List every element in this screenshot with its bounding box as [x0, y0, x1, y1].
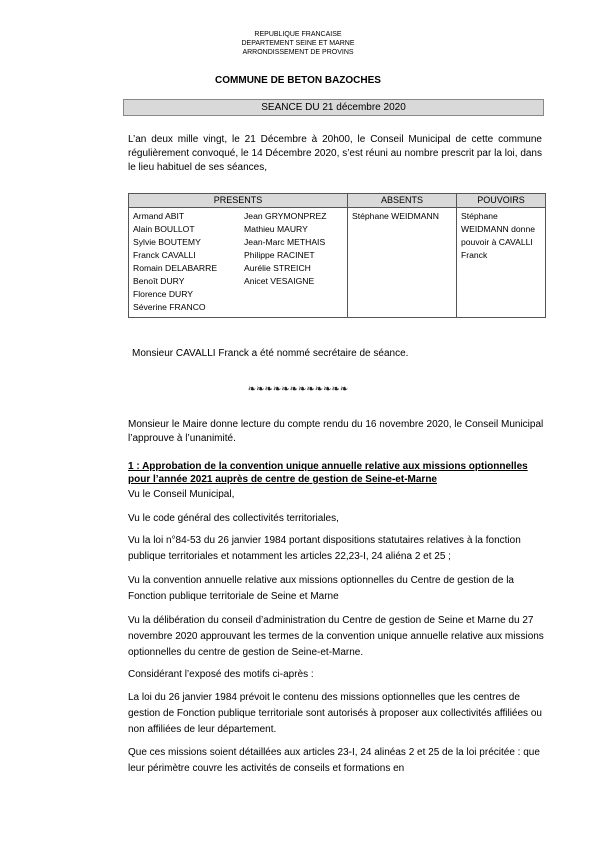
present-member: Anicet VESAIGNE	[244, 276, 315, 286]
seance-banner: SEANCE DU 21 décembre 2020	[123, 99, 544, 116]
vu-code: Vu le code général des collectivités territoriales,	[128, 513, 339, 524]
presents-header: PRESENTS	[129, 194, 348, 208]
considerant: Considérant l’exposé des motifs ci-après :	[128, 669, 314, 680]
pouvoirs-cell: Stéphane WEIDMANN donne pouvoir à CAVALLI Franck	[457, 208, 546, 318]
present-member: Franck CAVALLI	[133, 250, 196, 260]
commune-title: COMMUNE DE BETON BAZOCHES	[215, 75, 381, 86]
present-member: Florence DURY	[133, 289, 194, 299]
intro-paragraph: L’an deux mille vingt, le 21 Décembre à 20h00, le Conseil Municipal de cette commune régulièrement convoqué, le 14 Décembre 2020, s’est réuni au nombre prescrit par la loi, dans le lieu habituel de ses séances,	[128, 134, 542, 173]
present-member: Mathieu MAURY	[244, 224, 308, 234]
header-republique: REPUBLIQUE FRANCAISE	[254, 31, 342, 38]
presents-column-2	[240, 208, 348, 318]
section-1-title: 1 : Approbation de la convention unique annuelle relative aux missions optionnelles pour l’année 2021 auprès de centre de gestion de Seine-et-Marne	[128, 461, 528, 485]
present-member: Armand ABIT	[133, 211, 185, 221]
missions-paragraph: Que ces missions soient détaillées aux articles 23-I, 24 alinéas 2 et 25 de la loi précitée : que leur périmètre couvre les activités de conseils et formations en	[128, 747, 540, 774]
presents-column-1	[129, 208, 241, 318]
present-member: Romain DELABARRE	[133, 263, 218, 273]
absents-header: ABSENTS	[348, 194, 457, 208]
present-member: Aurélie STREICH	[244, 263, 311, 273]
minutes-approval: Monsieur le Maire donne lecture du compte rendu du 16 novembre 2020, le Conseil Municipal l’approuve à l’unanimité.	[128, 419, 544, 444]
pouvoirs-header: POUVOIRS	[457, 194, 546, 208]
present-member: Alain BOULLOT	[133, 224, 195, 234]
present-member: Jean GRYMONPREZ	[244, 211, 327, 221]
present-member: Jean-Marc METHAIS	[244, 237, 326, 247]
attendance-table	[128, 193, 546, 318]
present-member: Séverine FRANCO	[133, 302, 206, 312]
present-member: Benoît DURY	[133, 276, 185, 286]
vu-convention: Vu la convention annuelle relative aux missions optionnelles du Centre de gestion de la Fonction publique territoriale de Seine et Marne	[128, 575, 514, 602]
secretary-statement: Monsieur CAVALLI Franck a été nommé secrétaire de séance.	[132, 348, 409, 359]
present-member: Philippe RACINET	[244, 250, 315, 260]
ornament-divider: ❧❧❧❧❧❧❧❧❧❧❧❧	[247, 384, 349, 395]
absents-cell: Stéphane WEIDMANN	[348, 208, 457, 318]
vu-conseil: Vu le Conseil Municipal,	[128, 489, 235, 500]
loi-1984-paragraph: La loi du 26 janvier 1984 prévoit le contenu des missions optionnelles que les centres de gestion de Fonction publique territoriale sont autorisés à proposer aux collectivités affiliées ou non affiliées de leur département.	[128, 692, 542, 735]
header-arrondissement: ARRONDISSEMENT DE PROVINS	[242, 49, 354, 56]
vu-deliberation: Vu la délibération du conseil d’administration du Centre de gestion de Seine et Marne du 27 novembre 2020 approuvant les termes de la convention unique annuelle relative aux missions optionnelles du centre de gestion de Seine-et-Marne.	[128, 615, 544, 658]
header-departement: DEPARTEMENT SEINE ET MARNE	[241, 40, 355, 47]
vu-loi: Vu la loi n°84-53 du 26 janvier 1984 portant dispositions statutaires relatives à la fonction publique territoriales et notamment les articles 22,23-I, 24 aliéna 2 et 25 ;	[128, 535, 521, 562]
present-member: Sylvie BOUTEMY	[133, 237, 201, 247]
